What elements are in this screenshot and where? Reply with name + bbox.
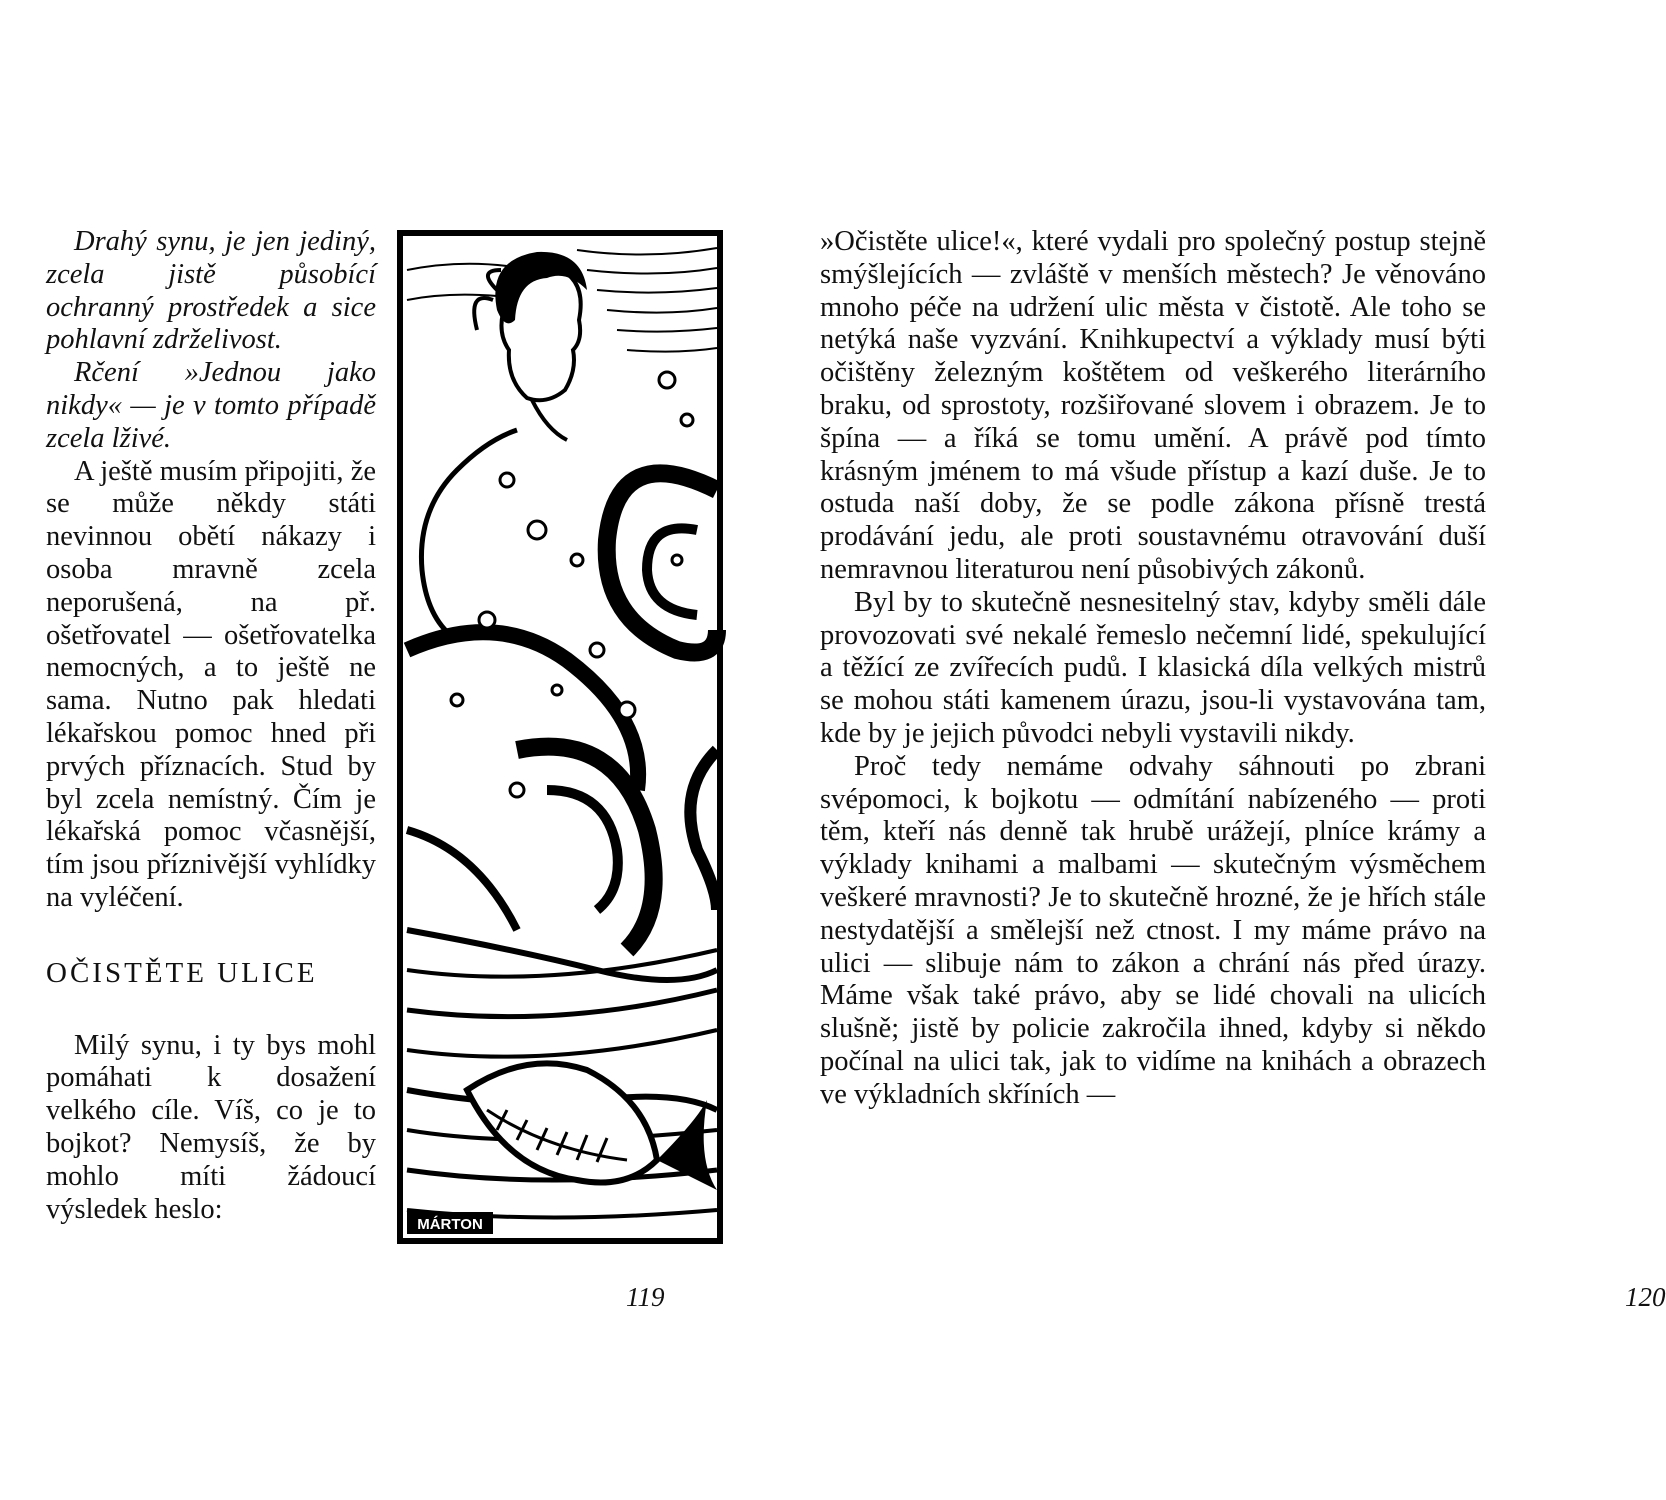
artist-signature: MÁRTON: [417, 1216, 483, 1233]
section-heading: OČISTĚTE ULICE: [46, 956, 318, 989]
page-number: 119: [626, 1282, 665, 1312]
paragraph: »Očistěte ulice!«, které vydali pro společný postup stejně smýšlejících — zvláště v menších městech? Je věnováno mnoho péče na udržení ulic města v čistotě. Ale toho se netýká naše vyzvání. Knihkupectví a výklady musí býti očištěny železným koštětem od veškerého literárního braku, od sprostoty, rozšiřované slovem i obrazem. Je to špína — a říká se tomu umění. A právě pod tímto krásným jménem to má všude přístup a kazí duše. Je to ostuda naší doby, že se podle zákona přísně trestá prodávání jedu, ale proti soustavnému otravování duší nemravnou literaturou není působivých zákonů.: [820, 226, 1486, 585]
paragraph: A ještě musím připojiti, že se může někdy státi nevinnou obětí nákazy i osoba mravně zcela neporušená, na př. ošetřovatel — ošetřovatelka nemocných, a to ještě ne sama. Nutno pak hledati lékařskou pomoc hned při prvých příznacích. Stud by byl zcela nemístný. Čím je lékařská pomoc včasnější, tím jsou příznivější vyhlídky na vyléčení.: [46, 455, 376, 913]
page-number: 120: [1625, 1282, 1666, 1312]
paragraph: Milý synu, i ty bys mohl pomáhati k dosažení velkého cíle. Víš, co je to bojkot? Nemysíš, že by mohlo míti žádoucí výsledek heslo:: [46, 1029, 376, 1225]
left-text-column: [46, 226, 376, 1226]
paragraph: Proč tedy nemáme odvahy sáhnouti po zbrani svépomoci, k bojkotu — odmítání nabízeného — proti těm, kteří nás denně tak hrubě urážejí, plníce krámy a výklady knihami a malbami — skutečným výsměchem veškeré mravnosti? Je to skutečně hrozné, že je hřích stále nestydatější a smělejší než ctnost. I my máme právo na ulici — slibuje nám to zákon a chrání nás před úrazy. Máme však také právo, aby se lidé chovali na ulicích slušně; jistě by policie zakročila ihned, kdyby si někdo počínal na ulici tak, jak to vidíme na knihách a obrazech ve výkladních skříních —: [820, 750, 1486, 1110]
paragraph: Drahý synu, je jen jediný, zcela jistě působící ochranný prostředek a sice pohlavní zdrželivost.: [46, 226, 376, 356]
illustration: [397, 230, 723, 1244]
left-page: [0, 0, 767, 1500]
paragraph: Rčení »Jednou jako nikdy« — je v tomto případě zcela lživé.: [46, 357, 376, 454]
paragraph: Byl by to skutečně nesnesitelný stav, kdyby směli dále provozovati své nekalé řemeslo nečemní lidé, spekulující a těžící ze zvířecích pudů. I klasická díla velkých mistrů se mohou státi kamenem úrazu, jsou-li vystavována tam, kde by je jejich původci nebyli vystavili nikdy.: [820, 586, 1486, 749]
right-text-column: [820, 226, 1486, 1112]
